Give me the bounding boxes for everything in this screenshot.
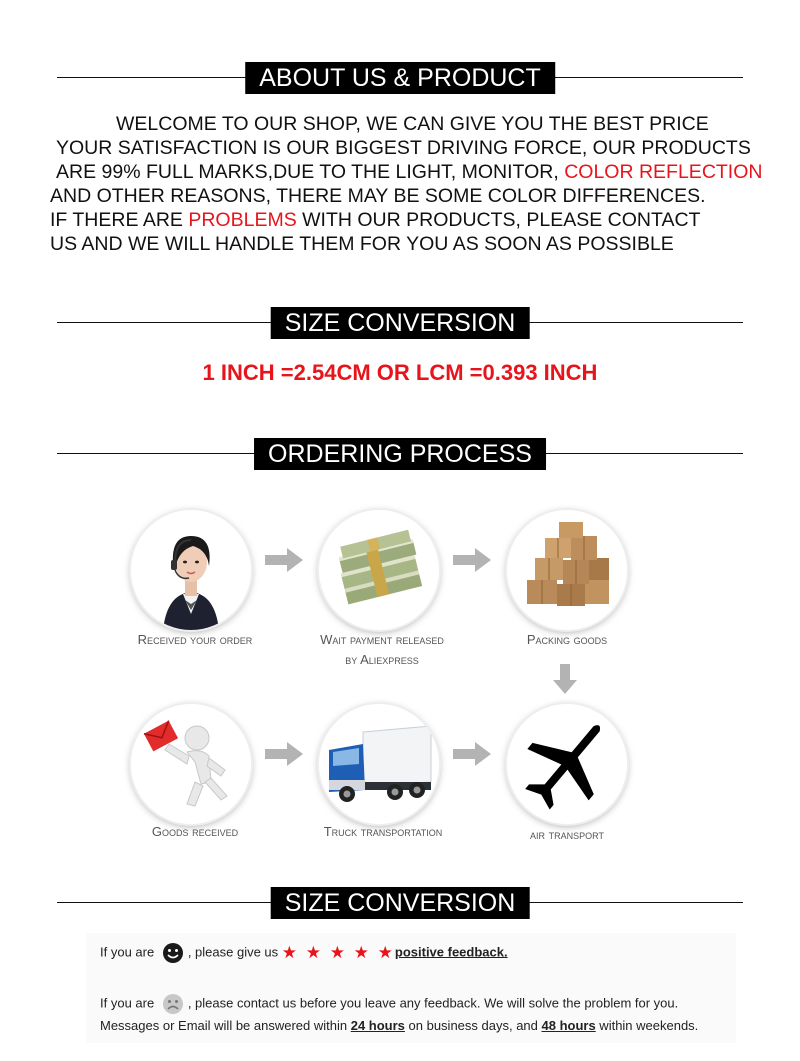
about-line: [50, 208, 790, 232]
step-truck: [319, 704, 439, 824]
section-title-ordering: ORDERING PROCESS: [254, 438, 546, 470]
airplane-icon: [507, 704, 627, 824]
about-text-part: ARE 99% FULL MARKS,DUE TO THE LIGHT, MONITOR,: [56, 161, 565, 183]
step-caption: Truck transportation: [323, 824, 443, 839]
section-ordering: [57, 438, 743, 470]
feedback-response-line: [100, 1018, 750, 1033]
section-about: [57, 62, 743, 94]
about-text-part: IF THERE ARE: [50, 209, 189, 231]
section-size-conversion: [57, 307, 743, 339]
truck-icon: [319, 704, 439, 824]
step-received-order: [131, 510, 251, 630]
arrow-right-icon: [453, 740, 493, 768]
step-air-transport: [507, 704, 627, 824]
operator-avatar-icon: [131, 510, 251, 630]
arrow-right-icon: [265, 740, 305, 768]
section-size-conversion-2: [57, 887, 743, 919]
response-time-business: 24 hours: [350, 1018, 405, 1033]
section-title-about: ABOUT US & PRODUCT: [245, 62, 555, 94]
step-caption: air transport: [530, 827, 604, 842]
money-stack-icon: [319, 510, 439, 630]
section-title-size-conversion-2: SIZE CONVERSION: [271, 887, 530, 919]
step-caption: Received your order: [137, 632, 253, 647]
boxes-icon: [507, 510, 627, 630]
about-line: YOUR SATISFACTION IS OUR BIGGEST DRIVING FORCE, OUR PRODUCTS: [56, 137, 751, 159]
step-caption: [298, 630, 466, 670]
arrow-right-icon: [453, 546, 493, 574]
about-line: [50, 160, 790, 184]
feedback-text: , please contact us before you leave any feedback. We will solve the problem for you.: [187, 995, 679, 1011]
five-stars-icon: ★ ★ ★ ★ ★: [281, 943, 395, 962]
response-time-weekend: 48 hours: [541, 1018, 596, 1033]
about-line: WELCOME TO OUR SHOP, WE CAN GIVE YOU THE BEST PRICE: [116, 113, 709, 135]
smile-face-icon: [162, 942, 184, 964]
step-caption: Goods received: [151, 824, 239, 839]
step-packing: [507, 510, 627, 630]
problems-highlight: PROBLEMS: [188, 209, 297, 231]
step-caption-line: by Aliexpress: [345, 652, 419, 667]
step-caption: Packing goods: [526, 632, 608, 647]
color-reflection-highlight: COLOR REFLECTION: [564, 161, 763, 183]
conversion-text: 1 INCH =2.54CM OR LCM =0.393 INCH: [202, 360, 598, 385]
about-line: US AND WE WILL HANDLE THEM FOR YOU AS SOON AS POSSIBLE: [50, 233, 674, 255]
person-with-letter-icon: [131, 704, 251, 824]
feedback-text: If you are: [100, 944, 155, 960]
about-line: AND OTHER REASONS, THERE MAY BE SOME COLOR DIFFERENCES.: [50, 185, 706, 207]
feedback-text: , please give us: [187, 944, 279, 960]
feedback-positive-line: [100, 942, 750, 964]
feedback-text: on business days, and: [404, 1018, 542, 1033]
feedback-text: within weekends.: [595, 1018, 699, 1033]
section-title-size-conversion: SIZE CONVERSION: [271, 307, 530, 339]
sad-face-icon: [162, 993, 184, 1015]
step-caption-line: Wait payment released: [320, 632, 444, 647]
about-text-part: WITH OUR PRODUCTS, PLEASE CONTACT: [296, 209, 701, 231]
step-wait-payment: [319, 510, 439, 630]
feedback-negative-line: [100, 993, 750, 1015]
arrow-right-icon: [265, 546, 305, 574]
arrow-down-icon: [551, 664, 579, 694]
about-text: [50, 112, 790, 256]
step-goods-received: [131, 704, 251, 824]
feedback-text: Messages or Email will be answered within: [100, 1018, 351, 1033]
positive-feedback-link: positive feedback.: [394, 944, 508, 960]
feedback-text: If you are: [100, 995, 155, 1011]
